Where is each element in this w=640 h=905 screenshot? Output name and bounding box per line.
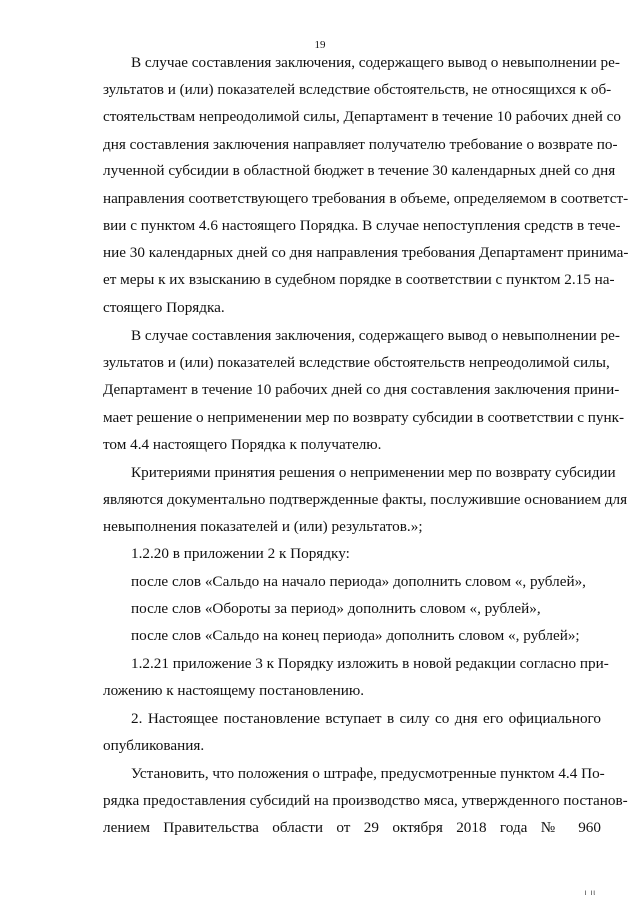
text-line: мает решение о неприменении мер по возврату субсидии в соответствии с пунк- bbox=[103, 409, 625, 426]
text-line: В случае составления заключения, содержащего вывод о невыполнении ре- bbox=[131, 54, 620, 71]
text-line: рядка предоставления субсидий на производство мяса, утвержденного постанов- bbox=[103, 792, 628, 809]
text-line: 1.2.21 приложение 3 к Порядку изложить в новой редакции согласно при- bbox=[131, 655, 609, 672]
text-line: после слов «Сальдо на конец периода» дополнить словом «, рублей»; bbox=[131, 627, 580, 644]
text-line: после слов «Сальдо на начало периода» дополнить словом «, рублей», bbox=[131, 573, 586, 590]
text-line: невыполнения показателей и (или) результатов.»; bbox=[103, 518, 423, 535]
text-line: Критериями принятия решения о неприменении мер по возврату субсидии bbox=[131, 464, 616, 481]
text-line: лением Правительства области от 29 октября 2018 года № 960 bbox=[103, 819, 601, 836]
text-line: стоятельствам непреодолимой силы, Департамент в течение 10 рабочих дней со bbox=[103, 108, 621, 125]
text-line: лученной субсидии в областной бюджет в течение 30 календарных дней со дня bbox=[103, 162, 616, 179]
text-line: являются документально подтвержденные факты, послужившие основанием для bbox=[103, 491, 628, 508]
text-line: 2. Настоящее постановление вступает в силу со дня его официального bbox=[131, 710, 601, 727]
text-line: В случае составления заключения, содержащего вывод о невыполнении ре- bbox=[131, 327, 620, 344]
text-line: опубликования. bbox=[103, 737, 205, 754]
text-line: 1.2.20 в приложении 2 к Порядку: bbox=[131, 545, 350, 562]
scan-corner-mark: ι ιι bbox=[584, 888, 596, 897]
text-line: зультатов и (или) показателей вследствие обстоятельств непреодолимой силы, bbox=[103, 354, 610, 371]
page-number: 19 bbox=[314, 39, 326, 51]
text-line: ние 30 календарных дней со дня направления требования Департамент принима- bbox=[103, 244, 629, 261]
text-line: зультатов и (или) показателей вследствие обстоятельств, не относящихся к об- bbox=[103, 81, 612, 98]
text-line: ложению к настоящему постановлению. bbox=[103, 682, 364, 699]
text-line: после слов «Обороты за период» дополнить словом «, рублей», bbox=[131, 600, 541, 617]
text-line: дня составления заключения направляет получателю требование о возврате по- bbox=[103, 136, 618, 153]
text-line: ет меры к их взысканию в судебном порядке в соответствии с пунктом 2.15 на- bbox=[103, 271, 615, 288]
text-line: стоящего Порядка. bbox=[103, 299, 225, 316]
text-line: Департамент в течение 10 рабочих дней со дня составления заключения прини- bbox=[103, 381, 620, 398]
text-line: том 4.4 настоящего Порядка к получателю. bbox=[103, 436, 382, 453]
text-line: Установить, что положения о штрафе, предусмотренные пунктом 4.4 По- bbox=[131, 765, 605, 782]
text-line: направления соответствующего требования в объеме, определяемом в соответст- bbox=[103, 190, 629, 207]
text-line: вии с пунктом 4.6 настоящего Порядка. В случае непоступления средств в тече- bbox=[103, 217, 621, 234]
